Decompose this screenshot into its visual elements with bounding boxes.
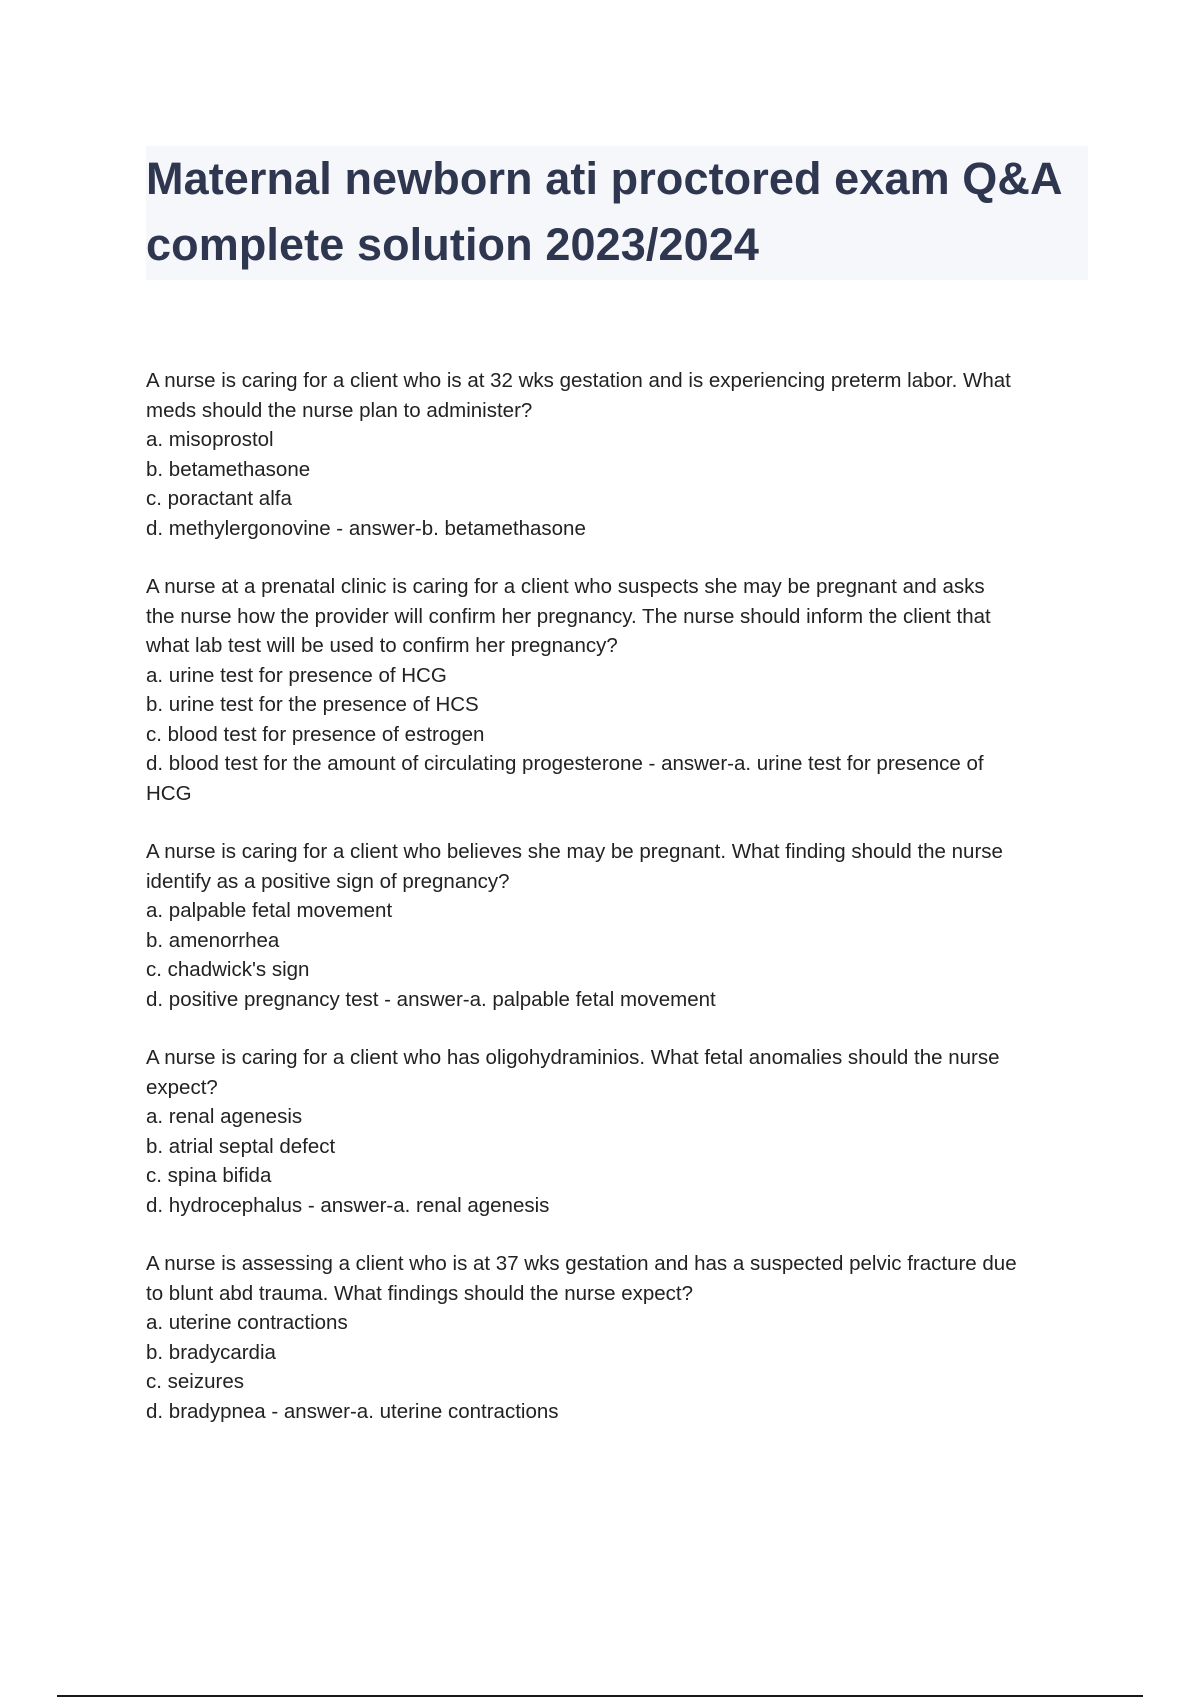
question-stem: meds should the nurse plan to administer? [146, 398, 533, 422]
question-stem: expect? [146, 1075, 218, 1099]
answer-option: b. amenorrhea [146, 928, 280, 952]
answer-option: c. chadwick's sign [146, 958, 310, 981]
answer-option: d. positive pregnancy test - answer-a. palpable fetal movement [146, 987, 716, 1011]
title-line: complete solution 2023/2024 [146, 219, 759, 270]
question-stem: A nurse is caring for a client who believes she may be pregnant. What finding should the nurse [146, 840, 1003, 863]
answer-option: a. urine test for presence of HCG [146, 663, 447, 687]
question-stem: A nurse is caring for a client who is at 32 wks gestation and is experiencing preterm labor. What [146, 369, 1011, 392]
question-block [146, 837, 1096, 1014]
answer-option: c. blood test for presence of estrogen [146, 722, 485, 746]
answer-option: b. atrial septal defect [146, 1134, 336, 1158]
question-stem: A nurse is assessing a client who is at 37 wks gestation and has a suspected pelvic fracture due [146, 1252, 1017, 1275]
question-stem: to blunt abd trauma. What findings should the nurse expect? [146, 1281, 694, 1305]
answer-option: a. misoprostol [146, 428, 274, 451]
question-block [146, 366, 1096, 543]
question-stem: identify as a positive sign of pregnancy? [146, 869, 510, 893]
question-block [146, 1043, 1096, 1220]
question-stem: A nurse is caring for a client who has oligohydraminios. What fetal anomalies should the nurse [146, 1046, 1000, 1069]
answer-option: d. hydrocephalus - answer-a. renal agenesis [146, 1193, 550, 1217]
document-title [146, 146, 1088, 278]
question-block [146, 1249, 1096, 1426]
answer-option: d. bradypnea - answer-a. uterine contractions [146, 1399, 559, 1423]
answer-option: c. spina bifida [146, 1164, 272, 1187]
answer-option: a. uterine contractions [146, 1311, 348, 1334]
title-line: Maternal newborn ati proctored exam Q&A [146, 153, 1063, 204]
answer-option: b. bradycardia [146, 1340, 276, 1364]
title-block [146, 146, 1088, 280]
answer-option: c. seizures [146, 1370, 244, 1393]
answer-option: d. blood test for the amount of circulating progesterone - answer-a. urine test for presence of [146, 752, 984, 775]
question-stem: the nurse how the provider will confirm her pregnancy. The nurse should inform the client that [146, 604, 991, 628]
answer-option: b. urine test for the presence of HCS [146, 693, 479, 716]
answer-option: HCG [146, 781, 192, 805]
question-list [146, 366, 1096, 1455]
footer-divider [57, 1695, 1143, 1697]
answer-option: d. methylergonovine - answer-b. betamethasone [146, 516, 586, 540]
question-block [146, 572, 1096, 808]
answer-option: a. palpable fetal movement [146, 899, 393, 922]
answer-option: a. renal agenesis [146, 1105, 303, 1128]
answer-option: c. poractant alfa [146, 487, 292, 510]
answer-option: b. betamethasone [146, 457, 311, 481]
question-stem: A nurse at a prenatal clinic is caring for a client who suspects she may be pregnant and asks [146, 575, 985, 598]
question-stem: what lab test will be used to confirm her pregnancy? [146, 634, 618, 657]
